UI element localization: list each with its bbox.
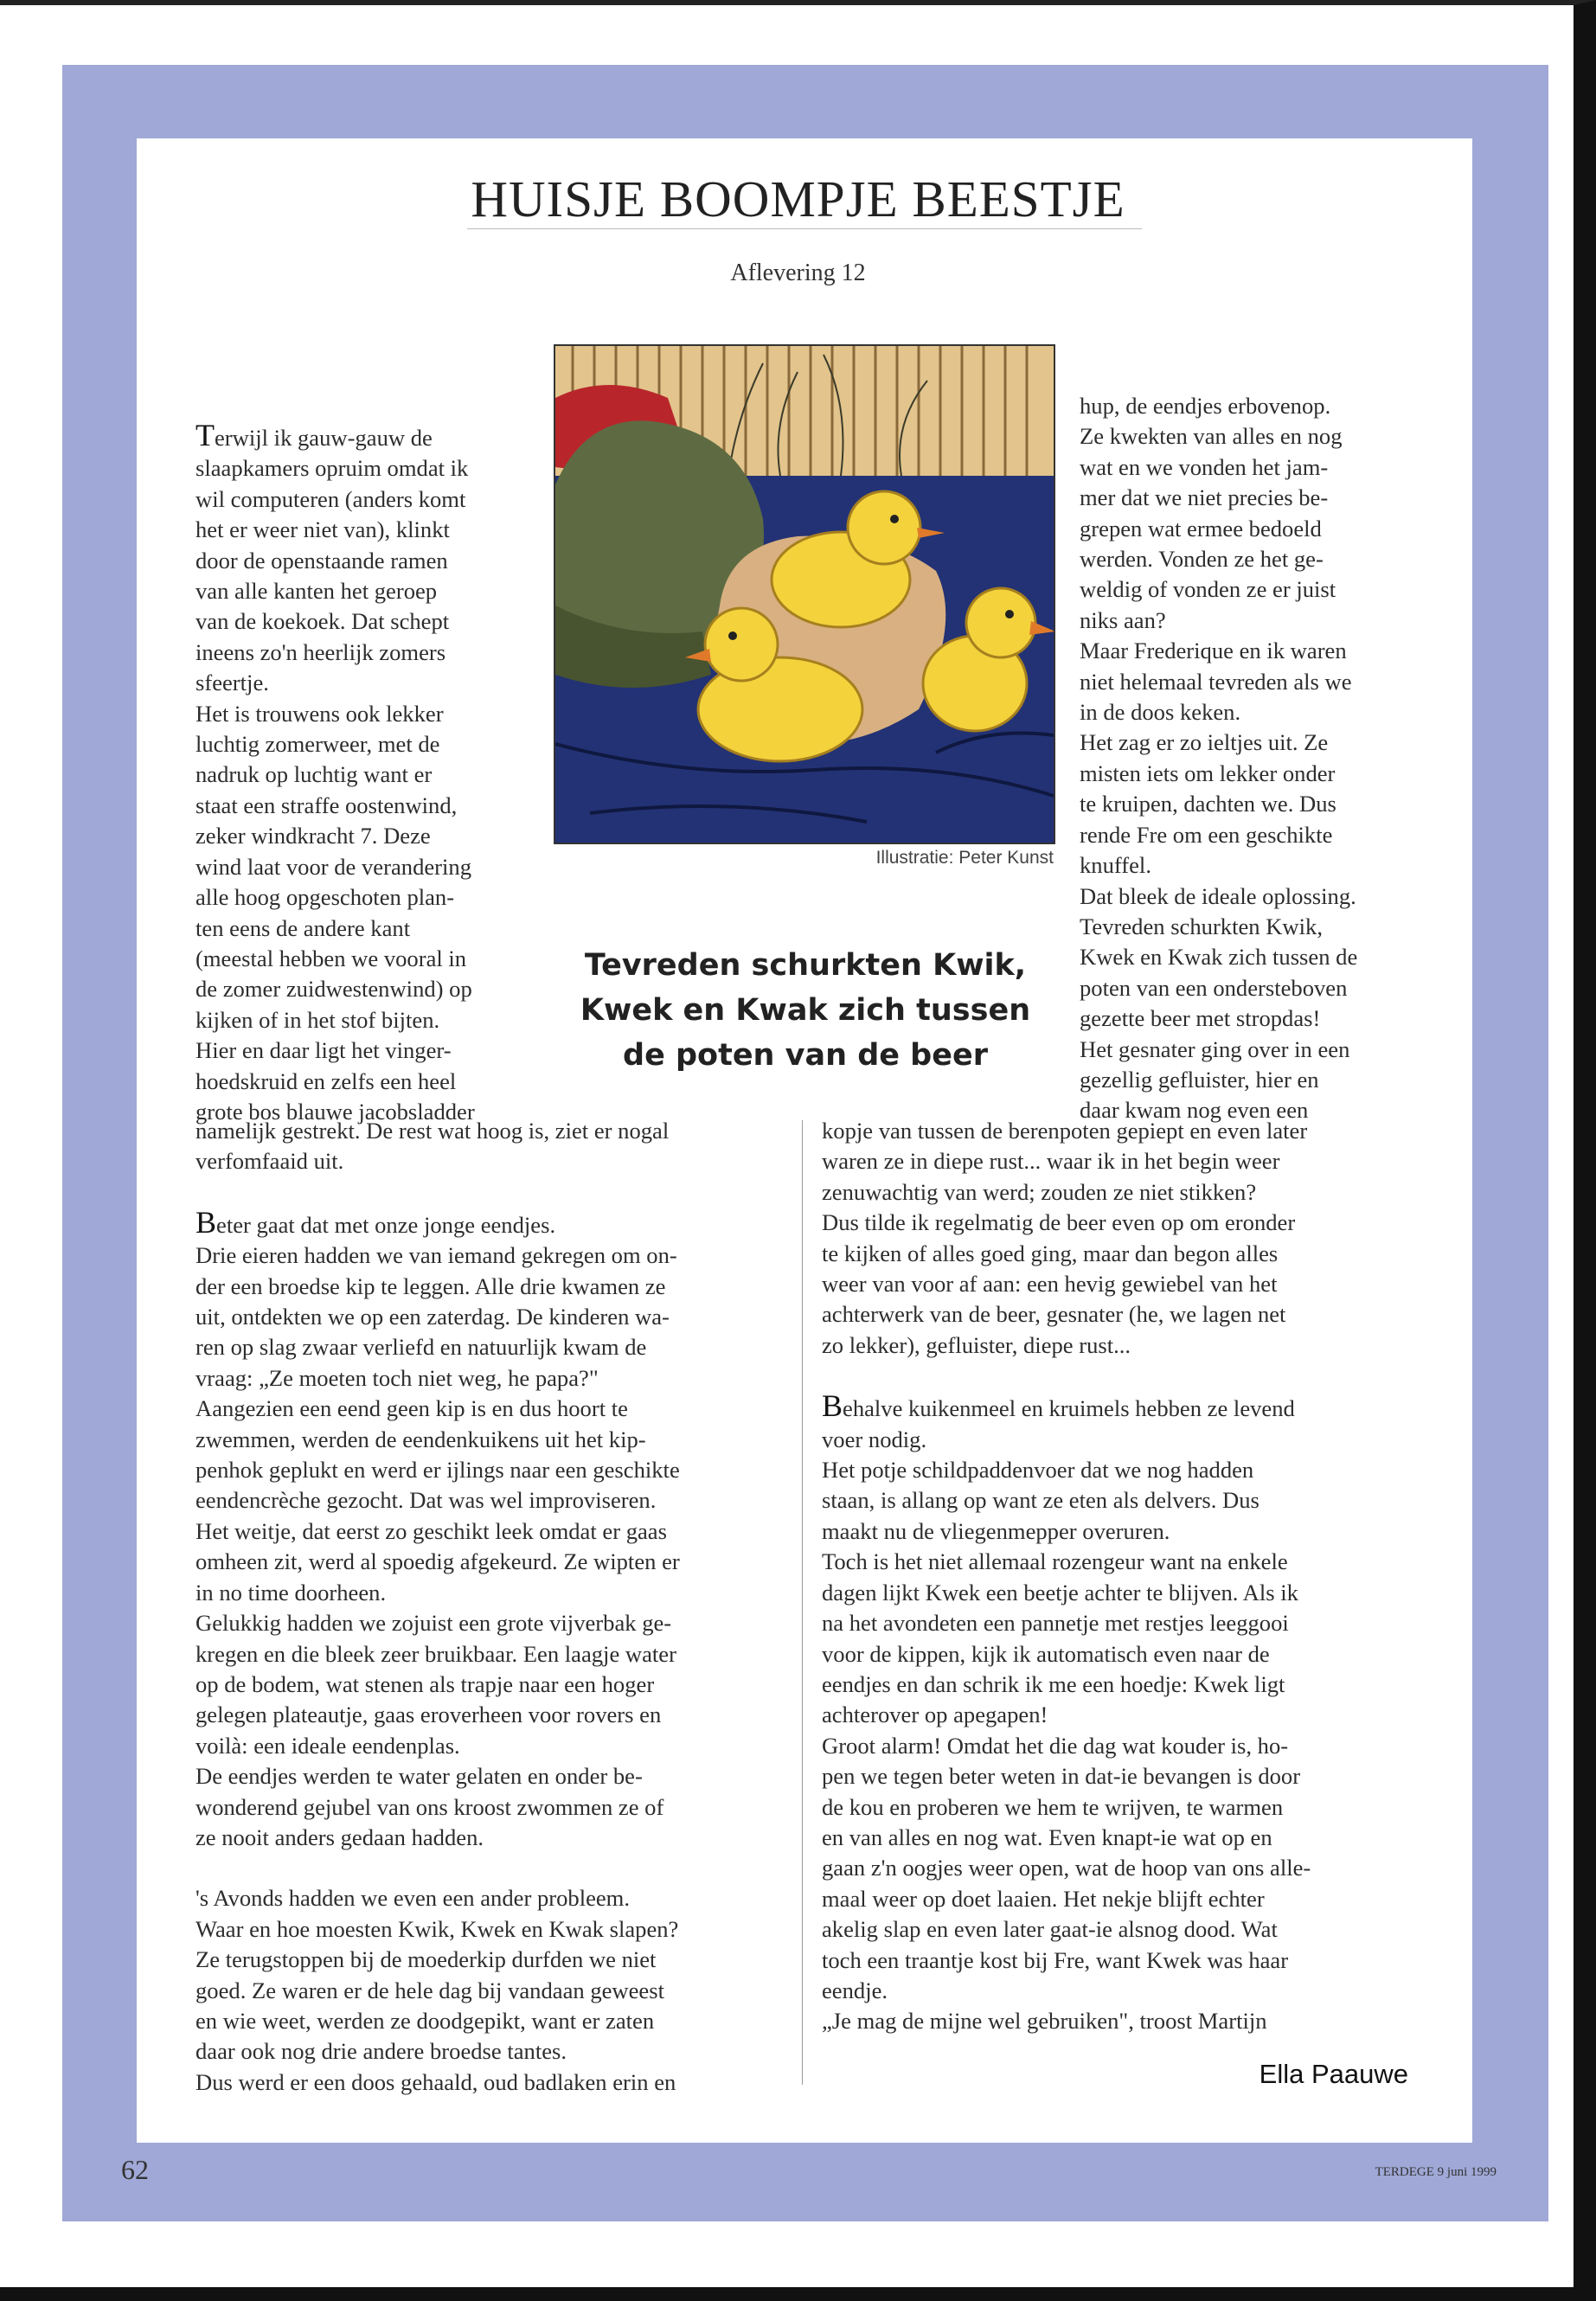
author-byline: Ella Paauwe: [1259, 2059, 1408, 2089]
page-number: 62: [121, 2154, 149, 2185]
text-line: eendje.: [822, 1977, 888, 2003]
text-line: hup, de eendjes erbovenop.: [1080, 393, 1331, 419]
text-line: Dat bleek de ideale oplossing.: [1080, 882, 1356, 909]
text-line: Het potje schildpaddenvoer dat we nog hadden: [822, 1457, 1254, 1484]
text-line: ten eens de andere kant: [195, 914, 411, 941]
text-line: staat een straffe oostenwind,: [195, 792, 458, 818]
text-line: daar kwam nog even een: [1080, 1097, 1309, 1124]
text-line: gaan z'n oogjes weer open, wat de hoop van ons alle-: [822, 1855, 1311, 1881]
text-line: alle hoog opgeschoten plan-: [195, 884, 455, 911]
paragraph-gap: [195, 1853, 801, 1883]
text-line: ze nooit anders gedaan hadden.: [195, 1823, 484, 1850]
text-line: vraag: „Ze moeten toch niet weg, he papa?": [195, 1364, 599, 1391]
text-line: te kruipen, dachten we. Dus: [1080, 791, 1336, 817]
text-line: ineens zo'n heerlijk zomers: [195, 638, 446, 665]
text-line: eendjes en dan schrik ik me een hoedje: Kwek ligt: [822, 1670, 1285, 1697]
issue-footer: TERDEGE 9 juni 1999: [1375, 2165, 1497, 2179]
pull-quote-line: Kwek en Kwak zich tussen: [580, 993, 1031, 1028]
text-line: verfomfaaid uit.: [195, 1148, 344, 1175]
text-line: sfeertje.: [195, 670, 269, 696]
illustration-svg: [555, 346, 1054, 843]
text-line: Dus tilde ik regelmatig de beer even op om eronder: [822, 1209, 1296, 1236]
text-line: de kou en proberen we hem te wrijven, te warmen: [822, 1793, 1284, 1820]
text-line: en van alles en nog wat. Even knapt-ie wat op en: [822, 1823, 1272, 1850]
duckling-illustration: [554, 344, 1055, 844]
text-line: te kijken of alles goed ging, maar dan begon alles: [822, 1240, 1279, 1266]
pull-quote: [550, 943, 1061, 1078]
illustration-credit: Illustratie: Peter Kunst: [875, 848, 1054, 868]
text-line: nadruk op luchtig want er: [195, 761, 433, 788]
left-column-bottom: [195, 1116, 801, 2098]
paragraph-gap: [195, 1177, 801, 1208]
text-line: misten iets om lekker onder: [1080, 760, 1336, 786]
text-line: achterwerk van de beer, gesnater (he, we lagen net: [822, 1301, 1286, 1328]
text-line: Gelukkig hadden we zojuist een grote vijverbak ge-: [195, 1610, 672, 1637]
text-line: achterover op apegapen!: [822, 1702, 1048, 1728]
text-line: 's Avonds hadden we even een ander probleem.: [195, 1885, 631, 1912]
text-line: namelijk gestrekt. De rest wat hoog is, ziet er nogal: [195, 1118, 670, 1144]
text-line: Ze kwekten van alles en nog: [1080, 423, 1343, 450]
text-line: Drie eieren hadden we van iemand gekregen om on-: [195, 1242, 677, 1269]
text-line: omheen zit, werd al spoedig afgekeurd. Ze wipten er: [195, 1548, 680, 1575]
text-line: ren op slag zwaar verliefd en natuurlijk kwam de: [195, 1334, 647, 1361]
text-line: maakt nu de vliegenmepper overuren.: [822, 1517, 1170, 1544]
text-line: zenuwachtig van werd; zouden ze niet stikken?: [822, 1178, 1257, 1205]
text-line: Kwek en Kwak zich tussen de: [1080, 944, 1358, 971]
text-line: Ze terugstoppen bij de moederkip durfden we niet: [195, 1946, 657, 1973]
text-line: slaapkamers opruim omdat ik: [195, 455, 469, 482]
text-line: hoedskruid en zelfs een heel: [195, 1067, 457, 1094]
text-line: Groot alarm! Omdat het die dag wat kouder is, ho-: [822, 1732, 1289, 1759]
text-line: Dus werd er een doos gehaald, oud badlaken erin en: [195, 2068, 676, 2095]
text-line: „Je mag de mijne wel gebruiken", troost Martijn: [822, 2008, 1267, 2035]
text-line: wil computeren (anders komt: [195, 485, 466, 512]
text-line: voer nodig.: [822, 1426, 927, 1452]
text-line: Het weitje, dat eerst zo geschikt leek omdat er gaas: [195, 1517, 667, 1544]
right-column-top: [1080, 391, 1434, 1126]
right-column-bottom: [822, 1116, 1427, 2037]
text-line: Het is trouwens ook lekker: [195, 700, 444, 727]
text-line: door de openstaande ramen: [195, 547, 448, 574]
text-line: akelig slap en even later gaat-ie alsnog dood. Wat: [822, 1916, 1278, 1943]
text-line: pen we tegen beter weten in dat-ie bevangen is door: [822, 1763, 1301, 1790]
pull-quote-line: de poten van de beer: [623, 1038, 988, 1073]
text-line: Behalve kuikenmeel en kruimels hebben ze levend: [822, 1388, 1295, 1424]
text-line: penhok geplukt en werd er ijlings naar een geschikte: [195, 1457, 680, 1484]
text-line: daar ook nog drie andere broedse tantes.: [195, 2038, 567, 2065]
text-line: gezellig gefluister, hier en: [1080, 1066, 1319, 1093]
text-line: Hier en daar ligt het vinger-: [195, 1037, 452, 1064]
text-line: grepen wat ermee bedoeld: [1080, 515, 1322, 542]
text-line: poten van een ondersteboven: [1080, 974, 1348, 1001]
text-line: Waar en hoe moesten Kwik, Kwek en Kwak slapen?: [195, 1915, 679, 1942]
text-line: na het avondeten een pannetje met restjes leeggooi: [822, 1610, 1289, 1637]
text-line: Toch is het niet allemaal rozengeur want na enkele: [822, 1548, 1288, 1575]
text-line: uit, ontdekten we op een zaterdag. De kinderen wa-: [195, 1304, 670, 1330]
text-line: wat en we vonden het jam-: [1080, 453, 1329, 480]
text-line: knuffel.: [1080, 852, 1151, 879]
text-line: niks aan?: [1080, 606, 1166, 633]
text-line: wonderend gejubel van ons kroost zwommen ze of: [195, 1793, 664, 1820]
text-line: goed. Ze waren er de hele dag bij vandaan geweest: [195, 1977, 664, 2003]
text-line: Het zag er zo ieltjes uit. Ze: [1080, 729, 1329, 756]
column-divider: [802, 1120, 803, 2085]
text-line: waren ze in diepe rust... waar ik in het begin weer: [822, 1148, 1280, 1175]
text-line: De eendjes werden te water gelaten en onder be-: [195, 1763, 643, 1790]
text-line: van de koekoek. Dat schept: [195, 608, 450, 635]
text-line: voilà: een ideale eendenplas.: [195, 1732, 460, 1759]
text-line: weldig of vonden ze er juist: [1080, 576, 1336, 603]
text-line: het er weer niet van), klinkt: [195, 516, 450, 543]
pull-quote-line: Tevreden schurkten Kwik,: [584, 948, 1027, 983]
text-line: gezette beer met stropdas!: [1080, 1005, 1321, 1032]
text-line: wind laat voor de verandering: [195, 853, 472, 880]
text-line: der een broedse kip te leggen. Alle drie kwamen ze: [195, 1272, 666, 1299]
text-line: werden. Vonden ze het ge-: [1080, 546, 1324, 573]
text-line: Aangezien een eend geen kip is en dus hoort te: [195, 1395, 628, 1422]
text-line: zeker windkracht 7. Deze: [195, 823, 431, 849]
text-line: rende Fre om een geschikte: [1080, 821, 1333, 848]
text-line: de zomer zuidwestenwind) op: [195, 976, 472, 1003]
text-line: mer dat we niet precies be-: [1080, 484, 1329, 511]
text-line: dagen lijkt Kwek een beetje achter te blijven. Als ik: [822, 1579, 1298, 1606]
text-line: maal weer op doet laaien. Het nekje blijft echter: [822, 1885, 1265, 1912]
text-line: Terwijl ik gauw-gauw de: [195, 418, 433, 452]
text-line: zwemmen, werden de eendenkuikens uit het kip-: [195, 1426, 646, 1452]
title-rule: [467, 228, 1142, 229]
text-line: in no time doorheen.: [195, 1579, 387, 1606]
text-line: staan, is allang op want ze eten als delvers. Dus: [822, 1487, 1259, 1514]
text-line: op de bodem, wat stenen als trapje naar een hoger: [195, 1670, 655, 1697]
text-line: Tevreden schurkten Kwik,: [1080, 913, 1323, 939]
text-line: toch een traantje kost bij Fre, want Kwek was haar: [822, 1946, 1289, 1973]
text-line: van alle kanten het geroep: [195, 578, 438, 605]
text-line: (meestal hebben we vooral in: [195, 945, 467, 971]
text-line: voor de kippen, kijk ik automatisch even naar de: [822, 1640, 1270, 1667]
paragraph-gap: [822, 1361, 1427, 1391]
text-line: zo lekker), gefluister, diepe rust...: [822, 1331, 1131, 1358]
left-column-top: [195, 420, 542, 1127]
text-line: niet helemaal tevreden als we: [1080, 668, 1352, 695]
text-line: kregen en die bleek zeer bruikbaar. Een laagje water: [195, 1640, 676, 1667]
text-line: kopje van tussen de berenpoten gepiept en even later: [822, 1118, 1308, 1144]
text-line: grote bos blauwe jacobsladder: [195, 1098, 475, 1125]
text-line: weer van voor af aan: een hevig gewiebel van het: [822, 1271, 1278, 1298]
text-line: Beter gaat dat met onze jonge eendjes.: [195, 1204, 556, 1240]
text-line: luchtig zomerweer, met de: [195, 731, 440, 758]
episode-label: Aflevering 12: [730, 260, 866, 286]
text-line: Maar Frederique en ik waren: [1080, 638, 1347, 664]
text-line: eendencrèche gezocht. Dat was wel improviseren.: [195, 1487, 657, 1514]
article-title: HUISJE BOOMPJE BEESTJE: [471, 170, 1125, 228]
text-line: kijken of in het stof bijten.: [195, 1006, 440, 1033]
text-line: en wie weet, werden ze doodgepikt, want er zaten: [195, 2007, 655, 2034]
text-line: in de doos keken.: [1080, 699, 1241, 726]
text-line: gelegen plateautje, gaas eroverheen voor rovers en: [195, 1702, 662, 1728]
text-line: Het gesnater ging over in een: [1080, 1035, 1350, 1062]
